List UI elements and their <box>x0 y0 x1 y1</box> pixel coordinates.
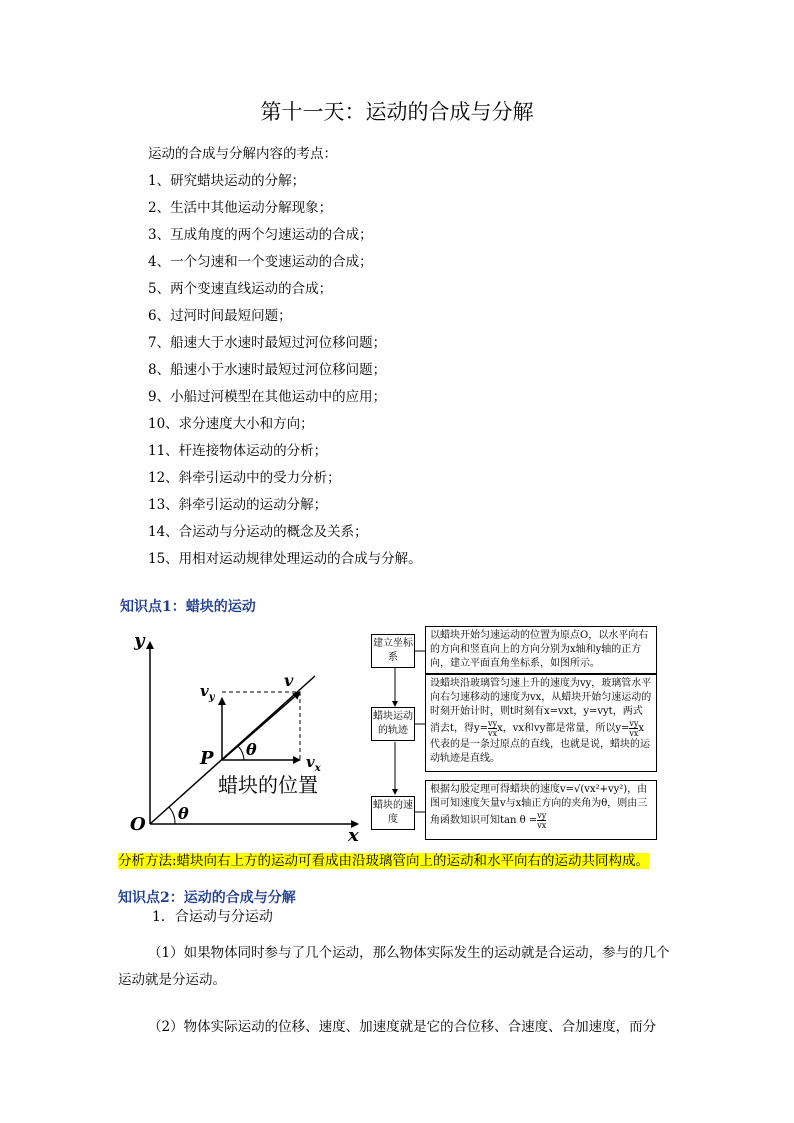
point-p-label: P <box>200 748 214 769</box>
list-item: 15、用相对运动规律处理运动的合成与分解。 <box>148 551 422 567</box>
x-axis-label: x <box>348 825 359 844</box>
velocity-diagram <box>120 624 370 844</box>
wax-block-figure <box>120 624 680 844</box>
list-item: 5、两个变速直线运动的合成； <box>148 281 333 297</box>
list-item: 14、合运动与分运动的概念及关系； <box>148 524 368 540</box>
list-item: 11、杆连接物体运动的分析； <box>148 443 328 459</box>
paragraph-1: （1）如果物体同时参与了几个运动，那么物体实际发生的运动就是合运动，参与的几个运动就是分运动。 <box>118 945 670 988</box>
knowledge-point-1-heading: 知识点1：蜡块的运动 <box>120 599 256 615</box>
step-text-velocity: 根据勾股定理可得蜡块的速度v=√(vx²+vy²)，由图可知速度矢量v与x轴正方向的夹角为θ，则由三角函数知识可知tan θ = $\frac{vy}{vx}$ <box>425 780 657 840</box>
topic-list <box>148 168 422 573</box>
list-item: 4、一个匀速和一个变速运动的合成； <box>148 254 373 270</box>
list-item: 1、研究蜡块运动的分解； <box>148 173 306 189</box>
y-axis-label: y <box>134 630 145 651</box>
angle-arc-origin <box>169 807 175 824</box>
theta-label-origin: θ <box>178 804 189 823</box>
analysis-method: 分析方法:蜡块向右上方的运动可看成由沿玻璃管向上的运动和水平向右的运动共同构成。 <box>118 853 650 869</box>
vy-label: $v_y$ <box>200 682 215 703</box>
theta-label-p: θ <box>246 740 257 759</box>
intro-text: 运动的合成与分解内容的考点： <box>148 146 337 162</box>
page-title: 第十一天：运动的合成与分解 <box>260 100 534 124</box>
fraction-vy-vx: $\frac{vy}{vx}$ <box>629 719 639 738</box>
step-box-coordinate: 建立坐标系 <box>371 634 415 668</box>
v-arrow <box>222 692 300 760</box>
list-item: 6、过河时间最短问题； <box>148 308 292 324</box>
step-text-trajectory: 设蜡块沿玻璃管匀速上升的速度为vy，玻璃管水平向右匀速移动的速度为vx，从蜡块开始匀速运动的时刻开始计时，则t时刻有x=vxt，y=vyt，两式消去t，得y= $\frac{vy}{vx}$ x，vx和vy都是常量，所以y= $\frac{vy}{vx}$ x代表的是一条过原点的直线，也就是说，蜡块的运动轨迹是直线。 <box>425 674 657 772</box>
list-item: 12、斜牵引运动中的受力分析； <box>148 470 341 486</box>
v-label: v <box>284 671 294 690</box>
step-text-coordinate: 以蜡块开始匀速运动的位置为原点O，以水平向右的方向和竖直向上的方向分别为x轴和y轴的正方向，建立平面直角坐标系，如图所示。 <box>425 626 657 674</box>
list-item: 10、求分速度大小和方向； <box>148 416 314 432</box>
list-item: 3、互成角度的两个匀速运动的合成； <box>148 227 373 243</box>
subheading-composite-motion: 1．合运动与分运动 <box>152 909 273 925</box>
list-item: 8、船速小于水速时最短过河位移问题； <box>148 362 387 378</box>
list-item: 9、小船过河模型在其他运动中的应用； <box>148 389 387 405</box>
knowledge-point-2-heading: 知识点2：运动的合成与分解 <box>118 890 296 906</box>
figure-caption: 蜡块的位置 <box>218 773 318 797</box>
origin-label: O <box>130 814 146 835</box>
step-box-velocity: 蜡块的速度 <box>371 796 415 830</box>
angle-arc-p <box>238 746 244 760</box>
step-box-trajectory: 蜡块运动的轨迹 <box>371 707 415 741</box>
list-item: 13、斜牵引运动的运动分解； <box>148 497 328 513</box>
list-item: 7、船速大于水速时最短过河位移问题； <box>148 335 387 351</box>
vx-label: $v_x$ <box>306 753 321 774</box>
fraction-vy-vx: $\frac{vy}{vx}$ <box>537 811 547 830</box>
paragraph-2: （2）物体实际运动的位移、速度、加速度就是它的合位移、合速度、合加速度，而分 <box>148 1019 657 1035</box>
fraction-vy-vx: $\frac{vy}{vx}$ <box>488 719 498 738</box>
list-item: 2、生活中其他运动分解现象； <box>148 200 333 216</box>
